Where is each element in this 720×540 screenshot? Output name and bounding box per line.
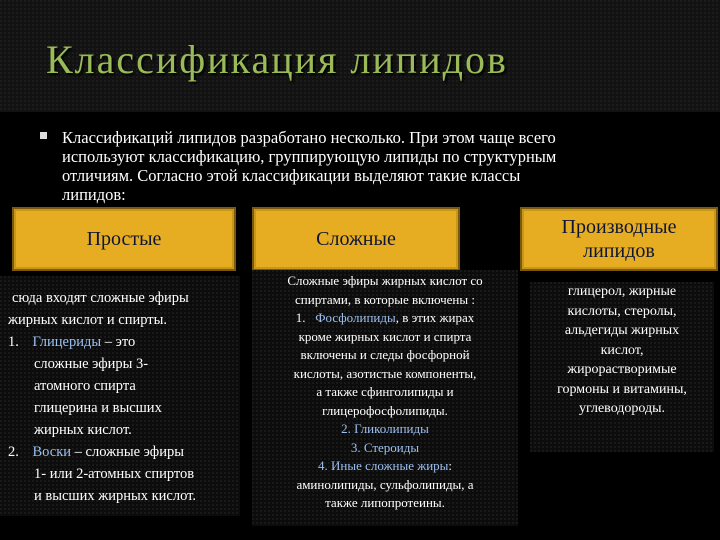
- text-line: и высших жирных кислот.: [34, 488, 197, 504]
- list-item: [252, 457, 518, 476]
- term-steroids: 3. Стероиды: [350, 439, 420, 455]
- text-line: жирных кислот и спирты.: [8, 312, 168, 328]
- text-line: кислоты, азотистые компоненты,: [293, 365, 477, 381]
- list-item: [252, 309, 518, 328]
- text-line: 1- или 2-атомных спиртов: [34, 466, 195, 482]
- text-line: глицерофосфолипиды.: [322, 402, 448, 418]
- term-glycolipids: 2. Гликолипиды: [341, 421, 429, 436]
- text-line: кислот,: [600, 342, 644, 358]
- category-complex-box: [252, 207, 460, 271]
- text-line: кислоты, стеролы,: [567, 303, 677, 319]
- text-line: также липопротеины.: [325, 495, 445, 510]
- list-number: 2.: [8, 444, 19, 460]
- text-line: кроме жирных кислот и спирта: [298, 328, 472, 344]
- slide-title: Классификация липидов: [46, 37, 508, 82]
- list-item: [8, 444, 184, 461]
- text-fragment: :: [448, 458, 453, 473]
- text-line: жирных кислот.: [34, 422, 132, 438]
- text-line: глицерол, жирные: [567, 284, 677, 299]
- category-derived-label: [562, 215, 677, 263]
- text-line: а также сфинголипиды и: [316, 384, 454, 399]
- text-line: альдегиды жирных: [564, 323, 680, 338]
- derived-lipids-panel: [530, 282, 714, 452]
- intro-paragraph: [40, 128, 700, 204]
- intro-line: Классификаций липидов разработано несколько. При этом чаще всего: [62, 128, 556, 147]
- text-line: жирорастворимые: [567, 362, 677, 377]
- category-complex-label: Сложные: [316, 228, 396, 250]
- category-simple-label: Простые: [86, 228, 162, 250]
- complex-lipids-panel: [252, 270, 518, 526]
- category-derived-line: Производные: [561, 216, 677, 238]
- text-line: аминолипиды, сульфолипиды, а: [296, 476, 474, 492]
- text-line: глицерина и высших: [34, 400, 162, 416]
- text-line: атомного спирта: [34, 378, 136, 394]
- intro-line: отличиям. Согласно этой классификации выделяют такие классы: [62, 166, 521, 185]
- category-derived-line: липидов: [583, 240, 655, 262]
- list-item: [8, 334, 135, 351]
- text-line: сюда входят сложные эфиры: [12, 290, 189, 306]
- category-simple-box: [12, 207, 236, 271]
- text-line: Сложные эфиры жирных кислот со: [287, 273, 483, 288]
- simple-lipids-panel: [0, 276, 240, 516]
- intro-line: липидов:: [62, 185, 126, 204]
- text-line: углеводороды.: [578, 401, 666, 416]
- text-line: спиртами, в которые включены :: [295, 291, 475, 307]
- text-fragment: , в этих жирах: [395, 310, 475, 325]
- term-glycerides: Глицериды: [32, 334, 102, 350]
- list-number: 1.: [8, 334, 19, 350]
- text-fragment: – сложные эфиры: [71, 444, 184, 460]
- square-bullet-icon: [40, 132, 47, 139]
- text-fragment: – это: [101, 334, 136, 350]
- list-number: 1.: [295, 310, 306, 325]
- text-line: сложные эфиры 3-: [34, 356, 149, 372]
- text-line: гормоны и витамины,: [557, 381, 687, 397]
- term-phospholipids: Фосфолипиды: [315, 310, 396, 325]
- term-other-complex-fats: 4. Иные сложные жиры: [317, 458, 449, 473]
- term-waxes: Воски: [32, 444, 72, 460]
- category-derived-box: [520, 207, 718, 271]
- text-line: включены и следы фосфорной: [300, 347, 470, 362]
- intro-line: используют классификацию, группирующую липиды по структурным: [62, 147, 557, 166]
